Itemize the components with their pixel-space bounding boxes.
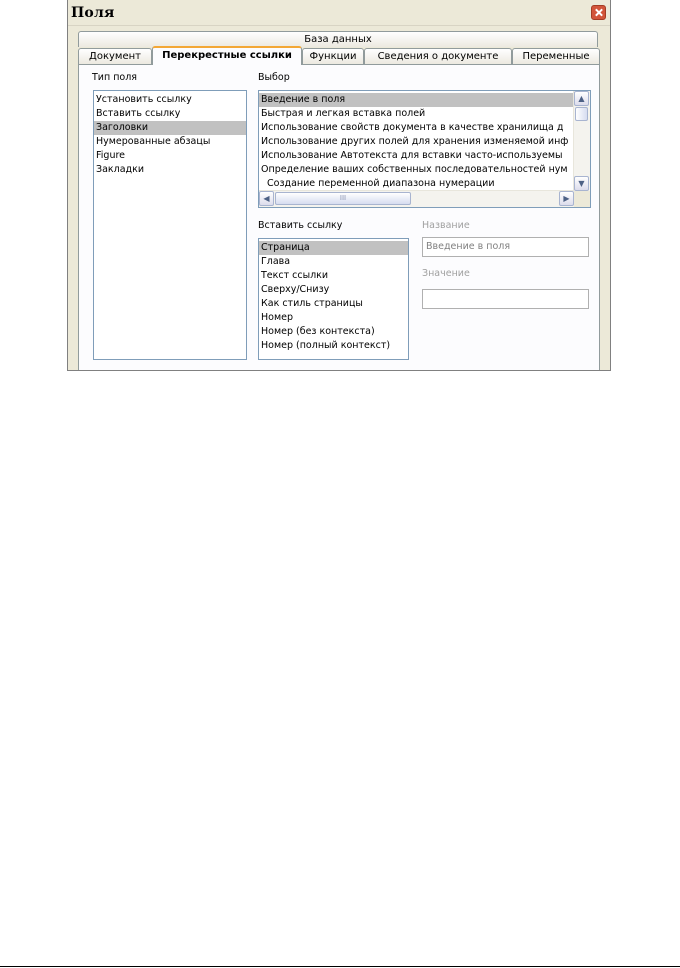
scroll-down-icon[interactable]: ▼ — [574, 176, 589, 191]
list-item[interactable]: Использование Автотекста для вставки часто-используемы — [261, 150, 563, 161]
list-item[interactable]: Создание переменной диапазона нумерации — [267, 178, 495, 189]
window-title: Поля — [71, 5, 115, 21]
scroll-thumb[interactable] — [575, 107, 588, 121]
value-label: Значение — [422, 268, 470, 279]
list-item[interactable]: Использование свойств документа в качестве хранилища д — [261, 122, 564, 133]
tab-variables[interactable]: Переменные — [512, 48, 600, 64]
list-item[interactable]: Определение ваших собственных последовательностей нум — [261, 164, 568, 175]
vertical-scrollbar[interactable] — [573, 91, 590, 191]
list-item[interactable]: Как стиль страницы — [261, 298, 363, 309]
list-item[interactable]: Нумерованные абзацы — [96, 136, 211, 147]
close-icon[interactable] — [591, 5, 606, 20]
list-item[interactable]: Номер (полный контекст) — [261, 340, 391, 351]
scroll-up-icon[interactable]: ▲ — [574, 91, 589, 106]
insert-ref-label: Вставить ссылку — [258, 220, 343, 231]
list-item[interactable]: Текст ссылки — [261, 270, 329, 281]
list-item[interactable]: Номер — [261, 312, 293, 323]
page-footer-rule — [0, 966, 680, 967]
list-item[interactable]: Установить ссылку — [96, 94, 192, 105]
list-item-selected[interactable]: Введение в поля — [259, 93, 574, 107]
field-type-label: Тип поля — [92, 72, 138, 83]
tab-functions[interactable]: Функции — [302, 48, 364, 64]
scroll-left-icon[interactable]: ◀ — [259, 191, 274, 206]
scroll-right-icon[interactable]: ▶ — [559, 191, 574, 206]
scroll-thumb-horizontal[interactable]: III — [275, 192, 411, 205]
tab-database[interactable]: База данных — [78, 31, 598, 47]
name-field[interactable]: Введение в поля — [422, 237, 589, 257]
selection-list[interactable] — [258, 90, 591, 208]
list-item[interactable]: Быстрая и легкая вставка полей — [261, 108, 426, 119]
name-label: Название — [422, 220, 470, 231]
insert-ref-list[interactable] — [258, 238, 409, 360]
list-item[interactable]: Закладки — [96, 164, 145, 175]
field-type-list[interactable] — [93, 90, 247, 360]
list-item-selected[interactable]: Страница — [259, 241, 408, 255]
list-item[interactable]: Figure — [96, 150, 126, 161]
scroll-corner — [574, 191, 590, 207]
tab-cross-references[interactable]: Перекрестные ссылки — [152, 46, 302, 65]
title-bar[interactable] — [68, 0, 610, 26]
horizontal-scrollbar[interactable] — [259, 190, 574, 207]
list-item[interactable]: Глава — [261, 256, 291, 267]
list-item[interactable]: Сверху/Снизу — [261, 284, 330, 295]
tab-panel — [78, 64, 600, 371]
selection-label: Выбор — [258, 72, 290, 83]
tab-document[interactable]: Документ — [78, 48, 152, 64]
list-item[interactable]: Использование других полей для хранения изменяемой инф — [261, 136, 569, 147]
fields-dialog — [67, 0, 611, 371]
list-item[interactable]: Номер (без контекста) — [261, 326, 375, 337]
list-item-selected[interactable]: Заголовки — [94, 121, 246, 135]
tab-document-info[interactable]: Сведения о документе — [364, 48, 512, 64]
value-field[interactable] — [422, 289, 589, 309]
list-item[interactable]: Вставить ссылку — [96, 108, 181, 119]
